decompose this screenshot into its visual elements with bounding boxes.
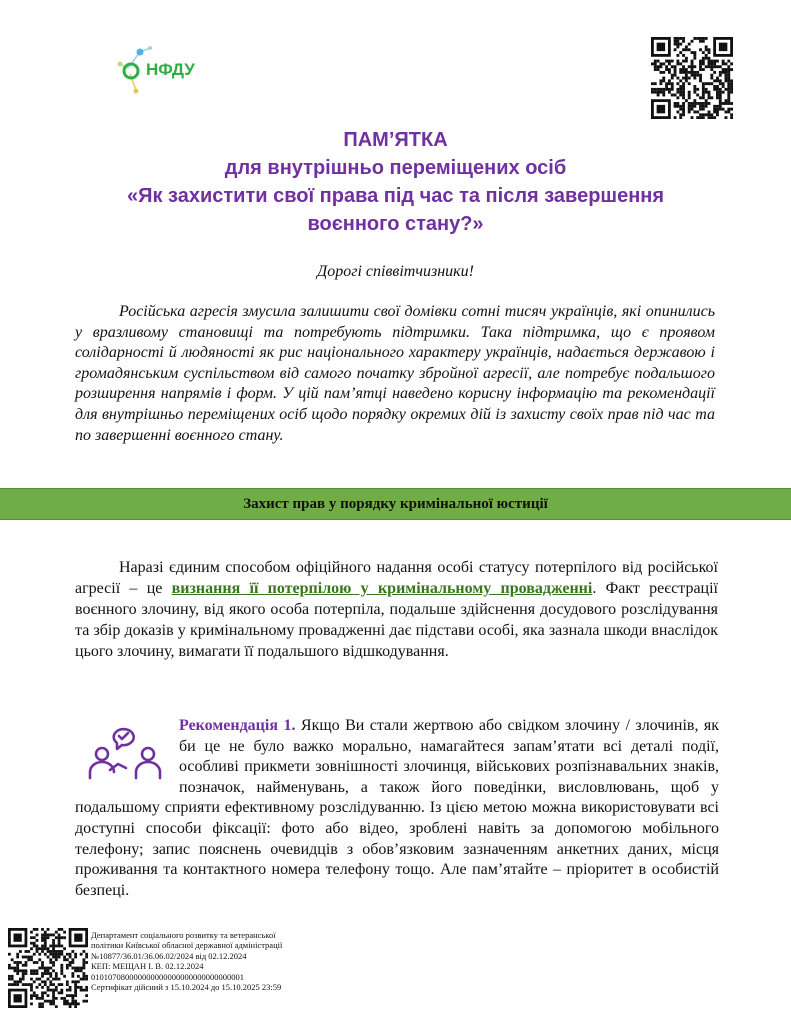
stamp-line: КЕП: МЕЩАН І. В. 02.12.2024 [91, 961, 204, 972]
stamp-line: політики Київської обласної державної адміністрації [91, 940, 283, 951]
recommendation-text: Якщо Ви стали жертвою або свідком злочину / злочинів, як би це не було важко морально, намагайтеся запам’ятати всі деталі події, особливі прикмети зовнішності злочинця, військових розпізнавальних знаків, позначок, найменувань, а також його поведінки, висловлювань, щоб у подальшому сприяти ефективному розслідуванню. Із цією метою можна використовувати всі доступні способи фіксації: фото або відео, зроблені навіть за допомогою мобільного телефону; запис пояснень очевидців з обов’язковим зазначенням анкетних даних, місця проживання та контактного номера телефону тощо. Але пам’ятайте – пріоритет в особистій безпеці. [75, 717, 720, 899]
title-line: ПАМ’ЯТКА [343, 129, 448, 151]
people-support-icon [86, 722, 166, 782]
section-heading [0, 488, 791, 520]
greeting: Дорогі співвітчизники! [317, 263, 474, 280]
stamp-line: Сертифікат дійсний з 15.10.2024 до 15.10.2025 23:59 [91, 982, 282, 993]
body-paragraph [75, 557, 718, 662]
paragraph-text: . Факт реєстрації воєнного злочину, від якого особа потерпіла, подальше здійснення досудового розслідування та збір доказів у кримінальному провадженні дає підстави особі, яка зазнала шкоди внаслідок цього злочину, вимагати її подальшого відшкодування. [75, 580, 718, 660]
electronic-signature-stamp [91, 930, 391, 992]
recommendation-label: Рекомендація 1. [179, 717, 296, 734]
title-line: для внутрішньо переміщених осіб [224, 157, 567, 179]
document-title [40, 126, 751, 238]
qr-code-icon [8, 928, 88, 1008]
title-line: «Як захистити свої права під час та після завершення [126, 185, 665, 207]
paragraph-text: Наразі єдиним способом офіційного надання особі статусу потерпілого від російської агресії – це [75, 559, 718, 597]
stamp-line: №10877/36.01/36.06.02/2024 від 02.12.2024 [91, 950, 247, 961]
organization-logo [116, 44, 226, 96]
logo-text: НФДУ [146, 60, 195, 79]
victim-status-link[interactable]: визнання її потерпілою у кримінальному провадженні [171, 580, 593, 597]
intro-paragraph: Російська агресія змусила залишити свої домівки сотні тисяч українців, які опинились у вразливому становищі та потребують підтримки. Така підтримка, що є проявом солідарності й людяності як рис національного характеру українців, надається державою і громадянським суспільством від самого початку збройної агресії, але потребує подальшого розширення напрямів і форм. У цій пам’ятці наведено корисну інформацію та рекомендації для внутрішньо переміщених осіб щодо порядку окремих дій із захисту своїх прав під час та по завершенні воєнного стану. [75, 303, 715, 444]
section-title: Захист прав у порядку кримінальної юстиції [243, 496, 548, 512]
stamp-line: Департамент соціального розвитку та ветеранської [91, 930, 276, 940]
qr-code-icon [651, 37, 733, 119]
recommendation-paragraph [75, 716, 719, 901]
stamp-line: 010107080000000000000000000000000001 [91, 971, 244, 982]
title-line: воєнного стану?» [307, 213, 484, 235]
